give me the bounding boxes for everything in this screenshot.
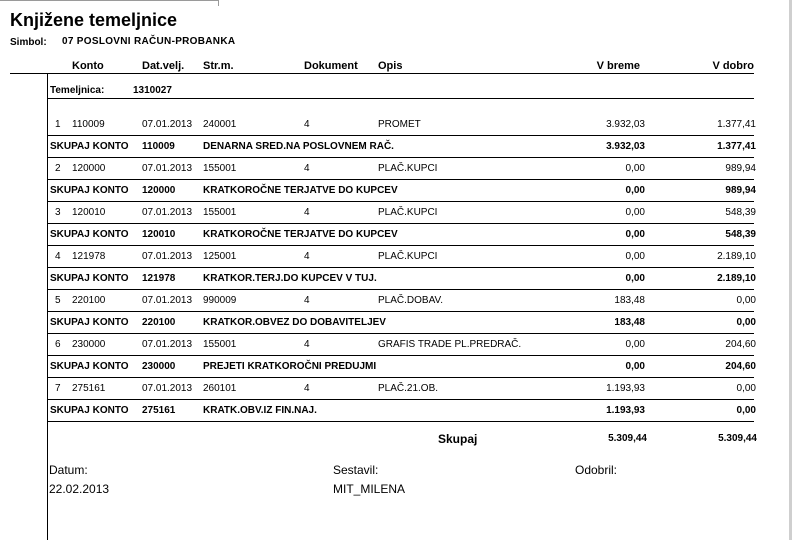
subtotal-konto: 230000 (142, 361, 176, 372)
row-number: 7 (55, 383, 61, 394)
subtotal-vbreme: 183,48 (614, 317, 645, 328)
subtotal-opis: KRATKOR.OBVEZ DO DOBAVITELJEV (203, 317, 386, 328)
row-vbreme: 3.932,03 (606, 119, 645, 130)
row-number: 5 (55, 295, 61, 306)
subtotal-label: SKUPAJ KONTO (50, 361, 129, 372)
subtotal-vbreme: 0,00 (625, 361, 645, 372)
report-title: Knjižene temeljnice (10, 10, 178, 30)
header-opis: Opis (378, 60, 403, 72)
subtotal-vdobro: 548,39 (725, 229, 756, 240)
subtotal-opis: KRATK.OBV.IZ FIN.NAJ. (203, 405, 317, 416)
row-konto: 220100 (72, 295, 106, 306)
subtotal-opis: KRATKOROČNE TERJATVE DO KUPCEV (203, 185, 398, 196)
row-vdobro: 1.377,41 (717, 119, 756, 130)
row-number: 1 (55, 119, 61, 130)
header-divider (10, 73, 754, 74)
subtotal-vdobro: 1.377,41 (717, 141, 756, 152)
subtotal-label: SKUPAJ KONTO (50, 405, 129, 416)
header-datum: Dat.velj. (142, 60, 185, 72)
row-vdobro: 0,00 (736, 295, 756, 306)
temeljnica-divider (47, 98, 754, 99)
subtotal-opis: DENARNA SRED.NA POSLOVNEM RAČ. (203, 141, 394, 152)
row-dokument: 4 (304, 119, 310, 130)
temeljnica-label: Temeljnica: (50, 85, 105, 96)
subtotal-divider (47, 421, 754, 422)
subtotal-konto: 121978 (142, 273, 176, 284)
row-opis: PLAČ.21.OB. (378, 383, 439, 394)
subtotal-konto: 275161 (142, 405, 176, 416)
header-strm: Str.m. (203, 60, 234, 72)
subtotal-label: SKUPAJ KONTO (50, 317, 129, 328)
row-datum: 07.01.2013 (142, 251, 193, 262)
row-konto: 120010 (72, 207, 106, 218)
row-vdobro: 989,94 (725, 163, 756, 174)
row-vbreme: 0,00 (625, 251, 645, 262)
row-vbreme: 1.193,93 (606, 383, 645, 394)
subtotal-vbreme: 0,00 (625, 273, 645, 284)
temeljnica-value: 1310027 (133, 85, 172, 96)
subtotal-divider (47, 377, 754, 378)
row-vdobro: 548,39 (725, 207, 756, 218)
row-strm: 990009 (203, 295, 237, 306)
subtotal-vdobro: 0,00 (736, 405, 756, 416)
total-vdobro: 5.309,44 (718, 433, 757, 444)
row-vbreme: 0,00 (625, 163, 645, 174)
subtotal-vbreme: 3.932,03 (606, 141, 645, 152)
row-number: 3 (55, 207, 61, 218)
subtotal-label: SKUPAJ KONTO (50, 229, 129, 240)
subtotal-konto: 120000 (142, 185, 176, 196)
row-strm: 260101 (203, 383, 237, 394)
row-number: 4 (55, 251, 61, 262)
total-label: Skupaj (438, 432, 478, 446)
row-opis: GRAFIS TRADE PL.PREDRAČ. (378, 339, 522, 350)
left-margin-line (47, 73, 48, 540)
subtotal-vdobro: 2.189,10 (717, 273, 756, 284)
subtotal-divider (47, 201, 754, 202)
row-konto: 230000 (72, 339, 106, 350)
simbol-value: 07 POSLOVNI RAČUN-PROBANKA (62, 36, 236, 47)
row-dokument: 4 (304, 207, 310, 218)
row-konto: 120000 (72, 163, 106, 174)
row-dokument: 4 (304, 383, 310, 394)
row-strm: 155001 (203, 163, 237, 174)
subtotal-vdobro: 989,94 (725, 185, 756, 196)
datum-value: 22.02.2013 (49, 482, 110, 496)
subtotal-vbreme: 1.193,93 (606, 405, 645, 416)
row-datum: 07.01.2013 (142, 119, 193, 130)
row-vdobro: 0,00 (736, 383, 756, 394)
row-divider (47, 355, 754, 356)
subtotal-vdobro: 0,00 (736, 317, 756, 328)
subtotal-divider (47, 289, 754, 290)
row-divider (47, 223, 754, 224)
subtotal-opis: KRATKOROČNE TERJATVE DO KUPCEV (203, 229, 398, 240)
row-dokument: 4 (304, 339, 310, 350)
subtotal-label: SKUPAJ KONTO (50, 273, 129, 284)
subtotal-vbreme: 0,00 (625, 229, 645, 240)
subtotal-konto: 120010 (142, 229, 176, 240)
row-divider (47, 135, 754, 136)
row-datum: 07.01.2013 (142, 383, 193, 394)
row-opis: PLAČ.KUPCI (378, 251, 438, 262)
subtotal-label: SKUPAJ KONTO (50, 185, 129, 196)
simbol-label: Simbol: (10, 37, 47, 48)
row-strm: 155001 (203, 339, 237, 350)
subtotal-vbreme: 0,00 (625, 185, 645, 196)
row-konto: 110009 (72, 119, 105, 130)
subtotal-label: SKUPAJ KONTO (50, 141, 129, 152)
row-vbreme: 0,00 (625, 339, 645, 350)
subtotal-divider (47, 245, 754, 246)
row-divider (47, 311, 754, 312)
row-strm: 240001 (203, 119, 237, 130)
row-number: 2 (55, 163, 61, 174)
row-vdobro: 2.189,10 (717, 251, 756, 262)
header-vbreme: V breme (596, 60, 640, 72)
header-konto: Konto (72, 60, 104, 72)
row-dokument: 4 (304, 295, 310, 306)
subtotal-opis: KRATKOR.TERJ.DO KUPCEV V TUJ. (203, 273, 377, 284)
row-dokument: 4 (304, 163, 310, 174)
subtotal-konto: 110009 (142, 141, 175, 152)
row-opis: PLAČ.KUPCI (378, 163, 438, 174)
row-opis: PLAČ.KUPCI (378, 207, 438, 218)
row-divider (47, 179, 754, 180)
sestavil-value: MIT_MILENA (333, 482, 406, 496)
window-edge (0, 0, 219, 6)
subtotal-opis: PREJETI KRATKOROČNI PREDUJMI (203, 361, 377, 372)
row-number: 6 (55, 339, 61, 350)
row-divider (47, 267, 754, 268)
subtotal-divider (47, 333, 754, 334)
row-datum: 07.01.2013 (142, 163, 193, 174)
odobril-label: Odobril: (575, 463, 618, 477)
total-vbreme: 5.309,44 (608, 433, 647, 444)
subtotal-konto: 220100 (142, 317, 176, 328)
row-datum: 07.01.2013 (142, 339, 193, 350)
row-opis: PROMET (378, 119, 421, 130)
row-strm: 125001 (203, 251, 237, 262)
row-vbreme: 183,48 (614, 295, 645, 306)
subtotal-divider (47, 157, 754, 158)
row-opis: PLAČ.DOBAV. (378, 295, 444, 306)
row-divider (47, 399, 754, 400)
datum-label: Datum: (49, 463, 88, 477)
sestavil-label: Sestavil: (333, 463, 379, 477)
row-strm: 155001 (203, 207, 237, 218)
row-datum: 07.01.2013 (142, 295, 193, 306)
row-vbreme: 0,00 (625, 207, 645, 218)
row-konto: 275161 (72, 383, 106, 394)
row-vdobro: 204,60 (725, 339, 756, 350)
header-dokument: Dokument (304, 60, 358, 72)
subtotal-vdobro: 204,60 (725, 361, 756, 372)
row-dokument: 4 (304, 251, 310, 262)
header-vdobro: V dobro (712, 60, 754, 72)
row-konto: 121978 (72, 251, 106, 262)
row-datum: 07.01.2013 (142, 207, 193, 218)
